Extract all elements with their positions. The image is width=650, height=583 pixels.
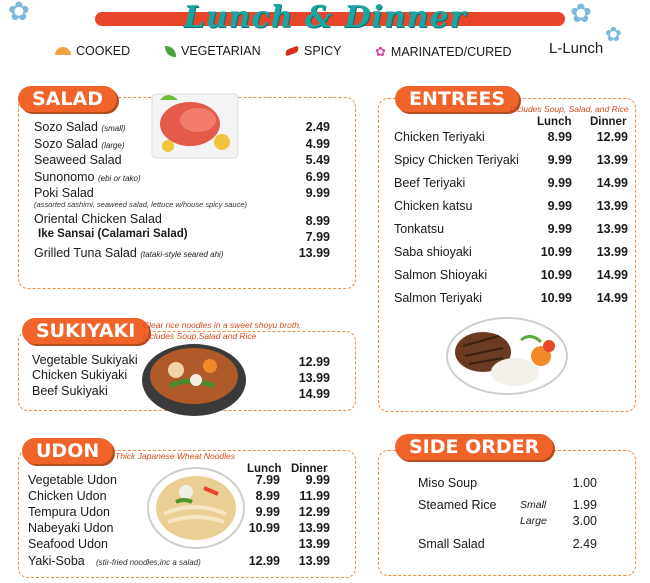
salad-title: SALAD (18, 86, 117, 112)
udon-item: Chicken Udon (28, 489, 107, 503)
side-price: 2.49 (572, 537, 597, 551)
entree-item: Saba shioyaki (394, 245, 472, 259)
salad-item: Poki Salad (34, 186, 94, 200)
entree-dinner-price: 13.99 (596, 222, 628, 236)
entree-item: Chicken katsu (394, 199, 473, 213)
udon-lunch-header: Lunch (247, 463, 282, 475)
entrees-dinner-header: Dinner (590, 116, 627, 128)
udon-dinner-price: 13.99 (298, 521, 330, 535)
cooked-icon (55, 47, 71, 55)
salad-price: 13.99 (298, 246, 330, 260)
salad-item: Grilled Tuna Salad (tataki-style seared ahi) (34, 246, 224, 260)
flower-decoration-icon: ✿ (8, 0, 30, 26)
entree-dinner-price: 14.99 (596, 291, 628, 305)
salad-price: 9.99 (305, 186, 330, 200)
yakisoba-desc: (stir-fried noodles,inc a salad) (96, 558, 201, 567)
entree-lunch-price: 10.99 (540, 245, 572, 259)
sukiyaki-item: Beef Sukiyaki (32, 384, 108, 398)
udon-photo (146, 462, 246, 550)
legend-label: VEGETARIAN (181, 44, 261, 58)
legend-label: MARINATED/CURED (390, 45, 512, 59)
entree-lunch-price: 9.99 (547, 176, 572, 190)
entree-item: Beef Teriyaki (394, 176, 466, 190)
udon-lunch-price: 12.99 (248, 554, 280, 568)
entrees-lunch-header: Lunch (537, 116, 572, 128)
sukiyaki-price: 12.99 (298, 355, 330, 369)
entree-lunch-price: 9.99 (547, 199, 572, 213)
side-price: 3.00 (572, 514, 597, 528)
udon-item: Nabeyaki Udon (28, 521, 114, 535)
side-order-panel (378, 450, 636, 576)
entrees-title: ENTREES (395, 86, 519, 112)
legend (55, 42, 630, 62)
poki-note: (assorted sashimi, seaweed salad, lettuce w/house spicy sauce) (34, 200, 248, 209)
side-item: Small Salad (418, 537, 485, 551)
udon-dinner-price: 13.99 (298, 554, 330, 568)
udon-lunch-price: 10.99 (248, 521, 280, 535)
sukiyaki-note-1: Clear rice noodles in a sweet shoyu broth, (143, 320, 302, 330)
udon-lunch-price: 7.99 (255, 473, 280, 487)
lunch-code: L-Lunch (549, 40, 604, 57)
legend-item-cooked (55, 44, 130, 58)
udon-item: Seafood Udon (28, 537, 108, 551)
entree-lunch-price: 8.99 (547, 130, 572, 144)
entree-dinner-price: 13.99 (596, 199, 628, 213)
salad-price: 7.99 (305, 230, 330, 244)
side-item: Miso Soup (418, 476, 478, 490)
entree-lunch-price: 9.99 (547, 153, 572, 167)
side-item: Steamed Rice (418, 498, 497, 512)
entree-item: Spicy Chicken Teriyaki (394, 153, 519, 167)
sukiyaki-photo (140, 340, 248, 420)
udon-item: Tempura Udon (28, 505, 110, 519)
udon-title: UDON (22, 438, 113, 464)
sukiyaki-price: 14.99 (298, 387, 330, 401)
udon-dinner-header: Dinner (291, 463, 328, 475)
salad-item: Sozo Salad (small) (34, 120, 126, 134)
entree-lunch-price: 10.99 (540, 268, 572, 282)
salad-item: Sunonomo (ebi or tako) (34, 170, 141, 184)
entree-item: Chicken Teriyaki (394, 130, 485, 144)
side-price: 1.00 (572, 476, 597, 490)
side-order-title: SIDE ORDER (395, 434, 553, 460)
entree-dinner-price: 14.99 (596, 268, 628, 282)
sukiyaki-item: Chicken Sukiyaki (32, 368, 128, 382)
entree-item: Salmon Shioyaki (394, 268, 488, 282)
entree-photo (445, 312, 570, 397)
flower-decoration-icon: ✿ (605, 24, 622, 46)
udon-note: Thick Japanese Wheat Noodles (115, 451, 236, 461)
salad-price: 5.49 (305, 153, 330, 167)
entree-item: Salmon Teriyaki (394, 291, 483, 305)
udon-dinner-price: 9.99 (305, 473, 330, 487)
udon-dinner-price: 11.99 (299, 489, 330, 503)
rice-large-label: Large (520, 515, 547, 527)
udon-item: Vegetable Udon (28, 473, 117, 487)
salad-price: 2.49 (305, 120, 330, 134)
page-title: Lunch & Dinner (183, 0, 467, 35)
legend-label: SPICY (304, 44, 342, 58)
entree-item: Tonkatsu (394, 222, 445, 236)
udon-dinner-price: 12.99 (298, 505, 330, 519)
flower-decoration-icon: ✿ (570, 0, 592, 28)
entree-lunch-price: 10.99 (540, 291, 572, 305)
entree-dinner-price: 14.99 (596, 176, 628, 190)
udon-dinner-price: 13.99 (298, 537, 330, 551)
salad-price: 4.99 (305, 137, 330, 151)
salad-item: Seaweed Salad (34, 153, 122, 167)
salad-photo (150, 86, 240, 162)
sukiyaki-item: Vegetable Sukiyaki (32, 353, 138, 367)
rice-small-label: Small (520, 499, 547, 511)
leaf-icon (165, 46, 176, 57)
entrees-note: Includes Soup, Salad, and Rice (510, 104, 629, 114)
side-price: 1.99 (572, 498, 597, 512)
legend-item-vegetarian (165, 44, 261, 58)
udon-lunch-price: 8.99 (255, 489, 280, 503)
entree-dinner-price: 13.99 (596, 153, 628, 167)
salad-price: 6.99 (305, 170, 330, 184)
salad-item: Oriental Chicken Salad (34, 212, 162, 226)
legend-label: COOKED (76, 44, 131, 58)
udon-item: Yaki-Soba (28, 554, 85, 568)
salad-price: 8.99 (305, 214, 330, 228)
entree-dinner-price: 12.99 (596, 130, 628, 144)
salad-item: Ike Sansai (Calamari Salad) (38, 228, 188, 240)
sukiyaki-title: SUKIYAKI (22, 318, 149, 344)
legend-item-marinated (375, 44, 512, 60)
flower-icon: ✿ (375, 44, 386, 59)
sukiyaki-price: 13.99 (298, 371, 330, 385)
entree-lunch-price: 9.99 (547, 222, 572, 236)
salad-item: Sozo Salad (large) (34, 137, 125, 151)
pepper-icon (284, 46, 299, 56)
entree-dinner-price: 13.99 (596, 245, 628, 259)
udon-lunch-price: 9.99 (255, 505, 280, 519)
sukiyaki-note-2: includes Soup,Salad and Rice (143, 331, 257, 341)
legend-item-spicy (285, 44, 342, 58)
